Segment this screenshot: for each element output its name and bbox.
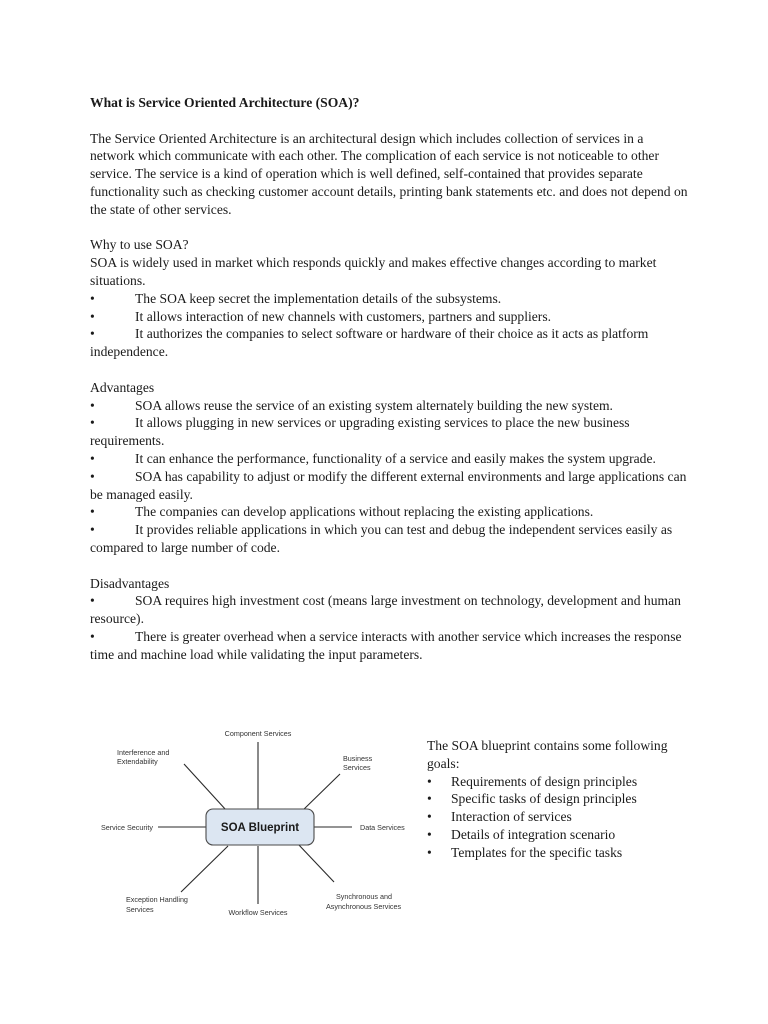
bullet-mark: • <box>90 326 95 342</box>
document-body <box>90 94 690 664</box>
center-label: SOA Blueprint <box>220 822 300 834</box>
bullet-mark: • <box>427 773 432 789</box>
bullet-mark: • <box>90 308 95 324</box>
bullet-mark: • <box>90 290 95 306</box>
disadvantages-heading: Disadvantages <box>90 575 170 591</box>
goal-item: • Templates for the specific tasks <box>427 844 623 860</box>
node-exception-line2: Services <box>126 905 154 914</box>
advantage-bullet: • It allows plugging in new services or upgrading existing services to place the new business requirements. <box>90 415 630 449</box>
bullet-mark: • <box>90 468 95 484</box>
why-heading: Why to use SOA? <box>90 237 189 253</box>
disadvantage-bullet: • There is greater overhead when a service interacts with another service which increases the response time and machine load while validating the input parameters. <box>90 628 682 662</box>
soa-blueprint-diagram <box>96 722 418 922</box>
bullet-mark: • <box>90 415 95 431</box>
bullet-mark: • <box>90 504 95 520</box>
bullet-mark: • <box>90 628 95 644</box>
bullet-mark: • <box>427 809 432 825</box>
bullet-mark: • <box>90 593 95 609</box>
bullet-mark: • <box>90 397 95 413</box>
why-bullet: • It authorizes the companies to select software or hardware of their choice as it acts as platform independence. <box>90 326 649 360</box>
bullet-mark: • <box>90 522 95 538</box>
node-interference-line1: Interference and <box>117 748 170 757</box>
bullet-mark: • <box>90 450 95 466</box>
advantage-bullet: • It can enhance the performance, functionality of a service and easily makes the system upgrade. <box>90 450 656 466</box>
node-interference-line2: Extendability <box>117 757 158 766</box>
goal-item: • Details of integration scenario <box>427 826 616 842</box>
line-business <box>301 774 340 812</box>
node-business-line2: Services <box>343 763 371 772</box>
line-sync <box>298 844 334 882</box>
why-bullet: • It allows interaction of new channels with customers, partners and suppliers. <box>90 308 552 324</box>
node-sync-line1: Synchronous and <box>336 892 392 901</box>
node-workflow-services: Workflow Services <box>228 908 288 917</box>
advantage-bullet: • It provides reliable applications in which you can test and debug the independent services easily as compared to large number of code. <box>90 522 673 555</box>
goal-item: • Specific tasks of design principles <box>427 791 637 807</box>
line-interference <box>184 764 226 810</box>
node-business-line1: Business <box>343 754 373 763</box>
goals-intro: The SOA blueprint contains some following goals: <box>427 738 668 771</box>
goal-item: • Interaction of services <box>427 809 572 825</box>
line-exception <box>181 846 228 892</box>
node-service-security: Service Security <box>101 823 153 832</box>
goals-section <box>427 737 697 862</box>
disadvantage-bullet: • SOA requires high investment cost (means large investment on technology, development and human resource). <box>90 593 681 627</box>
diagram-svg <box>96 722 418 922</box>
advantage-bullet: • The companies can develop applications without replacing the existing applications. <box>90 504 594 520</box>
advantages-heading: Advantages <box>90 379 155 395</box>
node-sync-line2: Asynchronous Services <box>326 902 402 911</box>
bullet-mark: • <box>427 826 432 842</box>
goal-item: • Requirements of design principles <box>427 773 638 789</box>
document-title: What is Service Oriented Architecture (SOA)? <box>90 95 360 110</box>
advantage-bullet: • SOA allows reuse the service of an existing system alternately building the new system. <box>90 397 613 413</box>
bullet-mark: • <box>427 791 432 807</box>
why-bullet: • The SOA keep secret the implementation details of the subsystems. <box>90 290 502 306</box>
intro-paragraph: The Service Oriented Architecture is an architectural design which includes collection of services in a network which communicate with each other. The complication of each service is not noticeable to other service. The service is a kind of operation which is well defined, self-contained that provides separate functionality such as checking customer account details, printing bank statements etc. and does not depend on the state of other services. <box>90 130 688 217</box>
node-component-services: Component Services <box>224 729 292 738</box>
node-data-services: Data Services <box>360 823 405 832</box>
bullet-mark: • <box>427 844 432 860</box>
why-paragraph: SOA is widely used in market which responds quickly and makes effective changes according to market situations. <box>90 255 657 288</box>
advantage-bullet: • SOA has capability to adjust or modify the different external environments and large applications can be managed easily. <box>90 468 687 502</box>
node-exception-line1: Exception Handling <box>126 895 188 904</box>
